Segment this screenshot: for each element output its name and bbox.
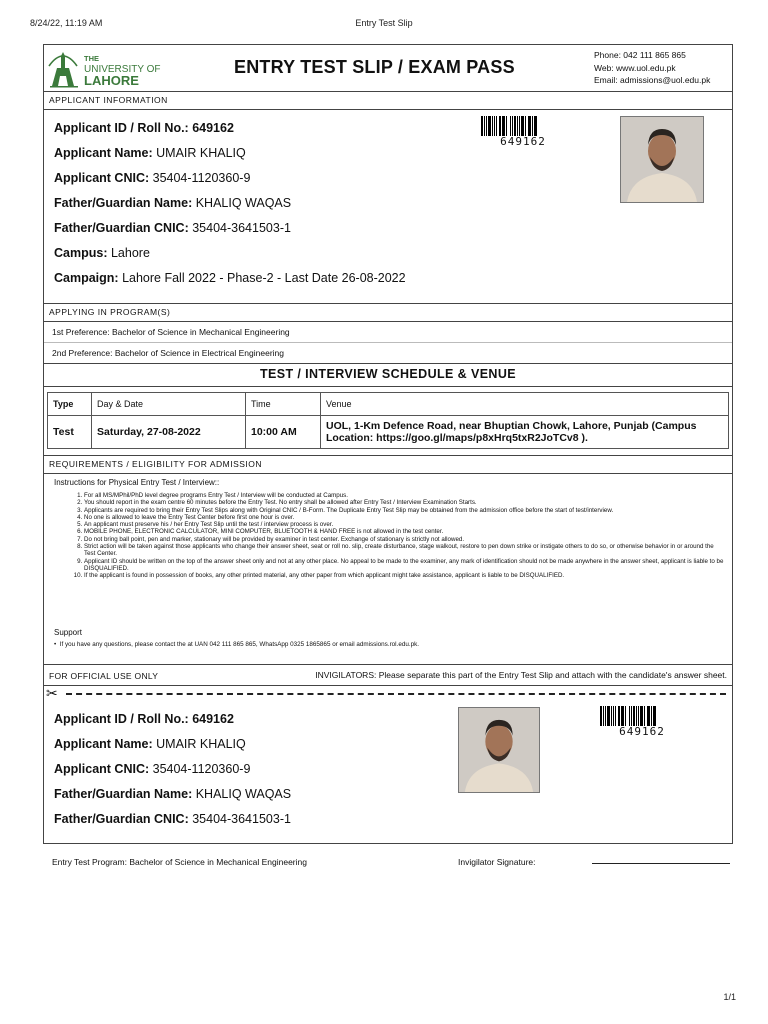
stub-barcode-number: 649162 xyxy=(619,725,665,738)
instruction-item: 4. No one is allowed to leave the Entry Test Center before first one hour is over. xyxy=(84,514,724,521)
contact-web: Web: www.uol.edu.pk xyxy=(594,62,676,73)
col-venue: Venue xyxy=(321,393,729,416)
scissors-icon: ✂ xyxy=(46,685,58,701)
campus: Campus: Lahore xyxy=(54,246,150,260)
campaign: Campaign: Lahore Fall 2022 - Phase-2 - Last Date 26-08-2022 xyxy=(54,271,406,285)
instruction-item: 1. For all MS/MPhil/PhD level degree programs Entry Test / Interview will be conducted at Campus. xyxy=(84,492,724,499)
stub-father-name: Father/Guardian Name: KHALIQ WAQAS xyxy=(54,787,292,801)
requirements-block xyxy=(44,474,732,665)
page-count: 1/1 xyxy=(723,992,736,1002)
applicant-info xyxy=(44,110,732,304)
roll-number: Applicant ID / Roll No.: 649162 xyxy=(54,121,234,135)
schedule-table xyxy=(47,392,729,449)
support-label: Support xyxy=(54,628,83,637)
preference-2: 2nd Preference: Bachelor of Science in Electrical Engineering xyxy=(52,348,284,358)
schedule-wrap xyxy=(44,387,732,456)
stub-roll-number: Applicant ID / Roll No.: 649162 xyxy=(54,712,234,726)
stub-program: Entry Test Program: Bachelor of Science in Mechanical Engineering xyxy=(52,857,307,867)
dashed-separator xyxy=(66,693,726,695)
col-time: Time xyxy=(246,393,321,416)
barcode-bars xyxy=(600,706,684,726)
instruction-item: 8. Strict action will be taken against those applicants who change their answer sheet, seat or roll no. slip, create disturbance, stage walkout, restore to pen down strike or instigate others to do so, or otherwise behavior in or around the Test Center. xyxy=(84,543,724,558)
stub-applicant-name: Applicant Name: UMAIR KHALIQ xyxy=(54,737,246,751)
stub-applicant-photo xyxy=(458,707,540,793)
invigilator-note: INVIGILATORS: Please separate this part of the Entry Test Slip and attach with the candidate's answer sheet. xyxy=(315,670,727,680)
barcode xyxy=(481,116,565,147)
instructions-intro: Instructions for Physical Entry Test / Interview:: xyxy=(54,478,220,487)
preference-1: 1st Preference: Bachelor of Science in Mechanical Engineering xyxy=(44,322,732,343)
cell-type: Test xyxy=(48,416,92,449)
instruction-item: 3. Applicants are required to bring their Entry Test Slips along with Original CNIC / B-Form. The Duplicate Entry Test Slip may be obtained from the admission office before the start of test/interview. xyxy=(84,507,724,514)
schedule-header-row xyxy=(48,393,729,416)
instructions-list xyxy=(56,492,724,580)
instruction-item: 2. You should report in the exam centre 60 minutes before the Entry Test. No entry shall be allowed after Entry Test / Interview Examination Starts. xyxy=(84,499,724,506)
support-text: • If you have any questions, please contact the at UAN 042 111 865 865, WhatsApp 0325 1865865 or email admissions.rol.edu.pk. xyxy=(54,641,419,648)
contact-block xyxy=(594,49,710,87)
barcode-number: 649162 xyxy=(500,135,546,148)
stub-applicant-cnic: Applicant CNIC: 35404-1120360-9 xyxy=(54,762,251,776)
stub-father-cnic: Father/Guardian CNIC: 35404-3641503-1 xyxy=(54,812,291,826)
detachable-stub xyxy=(44,702,732,877)
col-type: Type xyxy=(48,393,92,416)
cell-time: 10:00 AM xyxy=(246,416,321,449)
father-name: Father/Guardian Name: KHALIQ WAQAS xyxy=(54,196,292,210)
instruction-item: 9. Applicant ID should be written on the top of the answer sheet only and not at any other place. No appeal to be made to the examiner, any mark of identification should not be made anywhere in the answer sheet, applicant is liable to be DISQUALIFIED. xyxy=(84,558,724,573)
section-requirements: REQUIREMENTS / ELIGIBILITY FOR ADMISSION xyxy=(44,456,732,474)
father-cnic: Father/Guardian CNIC: 35404-3641503-1 xyxy=(54,221,291,235)
official-use-label: FOR OFFICIAL USE ONLY xyxy=(49,671,159,681)
university-logo xyxy=(48,50,168,88)
print-datetime: 8/24/22, 11:19 AM xyxy=(30,18,103,28)
signature-label: Invigilator Signature: xyxy=(458,857,536,867)
logo-text-2: UNIVERSITY OF xyxy=(84,64,161,75)
print-title: Entry Test Slip xyxy=(355,18,413,28)
slip-title: ENTRY TEST SLIP / EXAM PASS xyxy=(234,57,515,77)
contact-email: Email: admissions@uol.edu.pk xyxy=(594,75,711,85)
cut-line xyxy=(44,686,732,702)
contact-phone: Phone: 042 111 865 865 xyxy=(594,50,686,60)
instruction-item: 5. An applicant must preserve his / her Entry Test Slip until the test / interview process is over. xyxy=(84,521,724,528)
barcode-bars xyxy=(481,116,565,136)
program-preferences xyxy=(44,322,732,364)
slip-header xyxy=(44,45,732,92)
cell-date: Saturday, 27-08-2022 xyxy=(92,416,246,449)
section-applying: APPLYING IN PROGRAM(S) xyxy=(44,304,732,322)
applicant-photo xyxy=(620,116,704,203)
cell-venue: UOL, 1-Km Defence Road, near Bhuptian Chowk, Lahore, Punjab (Campus Location: https://goo.gl/maps/p8xHrq5txR2JoTCv8 ). xyxy=(321,416,729,449)
col-date: Day & Date xyxy=(92,393,246,416)
entry-test-slip xyxy=(43,44,733,867)
schedule-row xyxy=(48,416,729,449)
stub-barcode xyxy=(600,706,684,737)
instruction-item: 10. If the applicant is found in possession of books, any other printed material, any other paper from which applicant might take assistance, applicant is liable to be DISQUALIFIED. xyxy=(84,572,724,579)
instruction-item: 6. MOBILE PHONE, ELECTRONIC CALCULATOR, MINI COMPUTER, BLUETOOTH & HAND FREE is not allowed in the test center. xyxy=(84,528,724,535)
official-use-bar xyxy=(44,665,732,686)
logo-text-1: THE xyxy=(84,54,99,63)
applicant-cnic: Applicant CNIC: 35404-1120360-9 xyxy=(54,171,251,185)
browser-print-header xyxy=(0,0,768,40)
applicant-name: Applicant Name: UMAIR KHALIQ xyxy=(54,146,246,160)
signature-line xyxy=(592,863,730,864)
section-applicant-info: APPLICANT INFORMATION xyxy=(44,92,732,110)
logo-text-3: LAHORE xyxy=(84,73,139,88)
section-schedule: TEST / INTERVIEW SCHEDULE & VENUE xyxy=(44,364,732,387)
instruction-item: 7. Do not bring ball point, pen and marker, stationary will be provided by examiner in test center. Exchange of stationary is strictly not allowed. xyxy=(84,536,724,543)
